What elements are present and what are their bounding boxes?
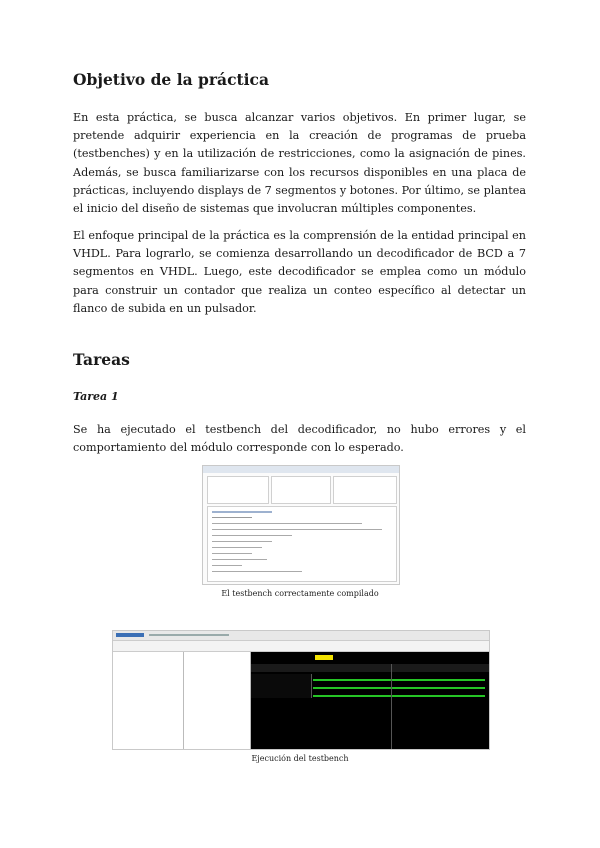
figure-compiled-testbench-screenshot [202, 465, 400, 585]
figure-waveform-area [251, 652, 489, 749]
subheading-task-1: Tarea 1 [73, 390, 119, 403]
figure-signal-trace [313, 687, 485, 689]
figure-toolbar [113, 641, 489, 652]
figure-panel [207, 476, 269, 504]
figure-signal-trace [313, 695, 485, 697]
figure-caption-compiled: El testbench correctamente compilado [221, 589, 379, 598]
figure-console-panel [207, 506, 397, 582]
figure-panel [271, 476, 331, 504]
section-heading-tasks: Tareas [73, 350, 130, 369]
paragraph-task-1: Se ha ejecutado el testbench del decodificador, no hubo errores y el comportamiento del módulo corresponde con lo esperado. [73, 423, 526, 455]
figure-testbench-waveform-screenshot [112, 630, 490, 750]
figure-scope-panel [113, 652, 184, 749]
figure-window-titlebar [113, 631, 489, 641]
figure-panel [333, 476, 397, 504]
figure-caption-execution: Ejecución del testbench [251, 754, 349, 763]
figure-time-marker [315, 655, 333, 660]
figure-window-titlebar [203, 466, 399, 473]
figure-signal-trace [313, 679, 485, 681]
figure-objects-panel [184, 652, 251, 749]
paragraph-focus: El enfoque principal de la práctica es la comprensión de la entidad principal en VHDL. Para lograrlo, se comienza desarrollando un decodificador de BCD a 7 segmentos en VHDL. Luego, este decodificador se emplea como un módulo para construir un contador que realiza un conteo específico al detectar un flanco de subida en un pulsador. [73, 229, 526, 315]
section-heading-objective: Objetivo de la práctica [73, 70, 270, 89]
paragraph-objectives: En esta práctica, se busca alcanzar varios objetivos. En primer lugar, se pretende adquirir experiencia en la creación de programas de prueba (testbenches) y en la utilización de restricciones, como la asignación de pines. Además, se busca familiarizarse con los recursos disponibles en una placa de prácticas, incluyendo displays de 7 segmentos y botones. Por último, se plantea el inicio del diseño de sistemas que involucran múltiples componentes. [73, 111, 526, 216]
